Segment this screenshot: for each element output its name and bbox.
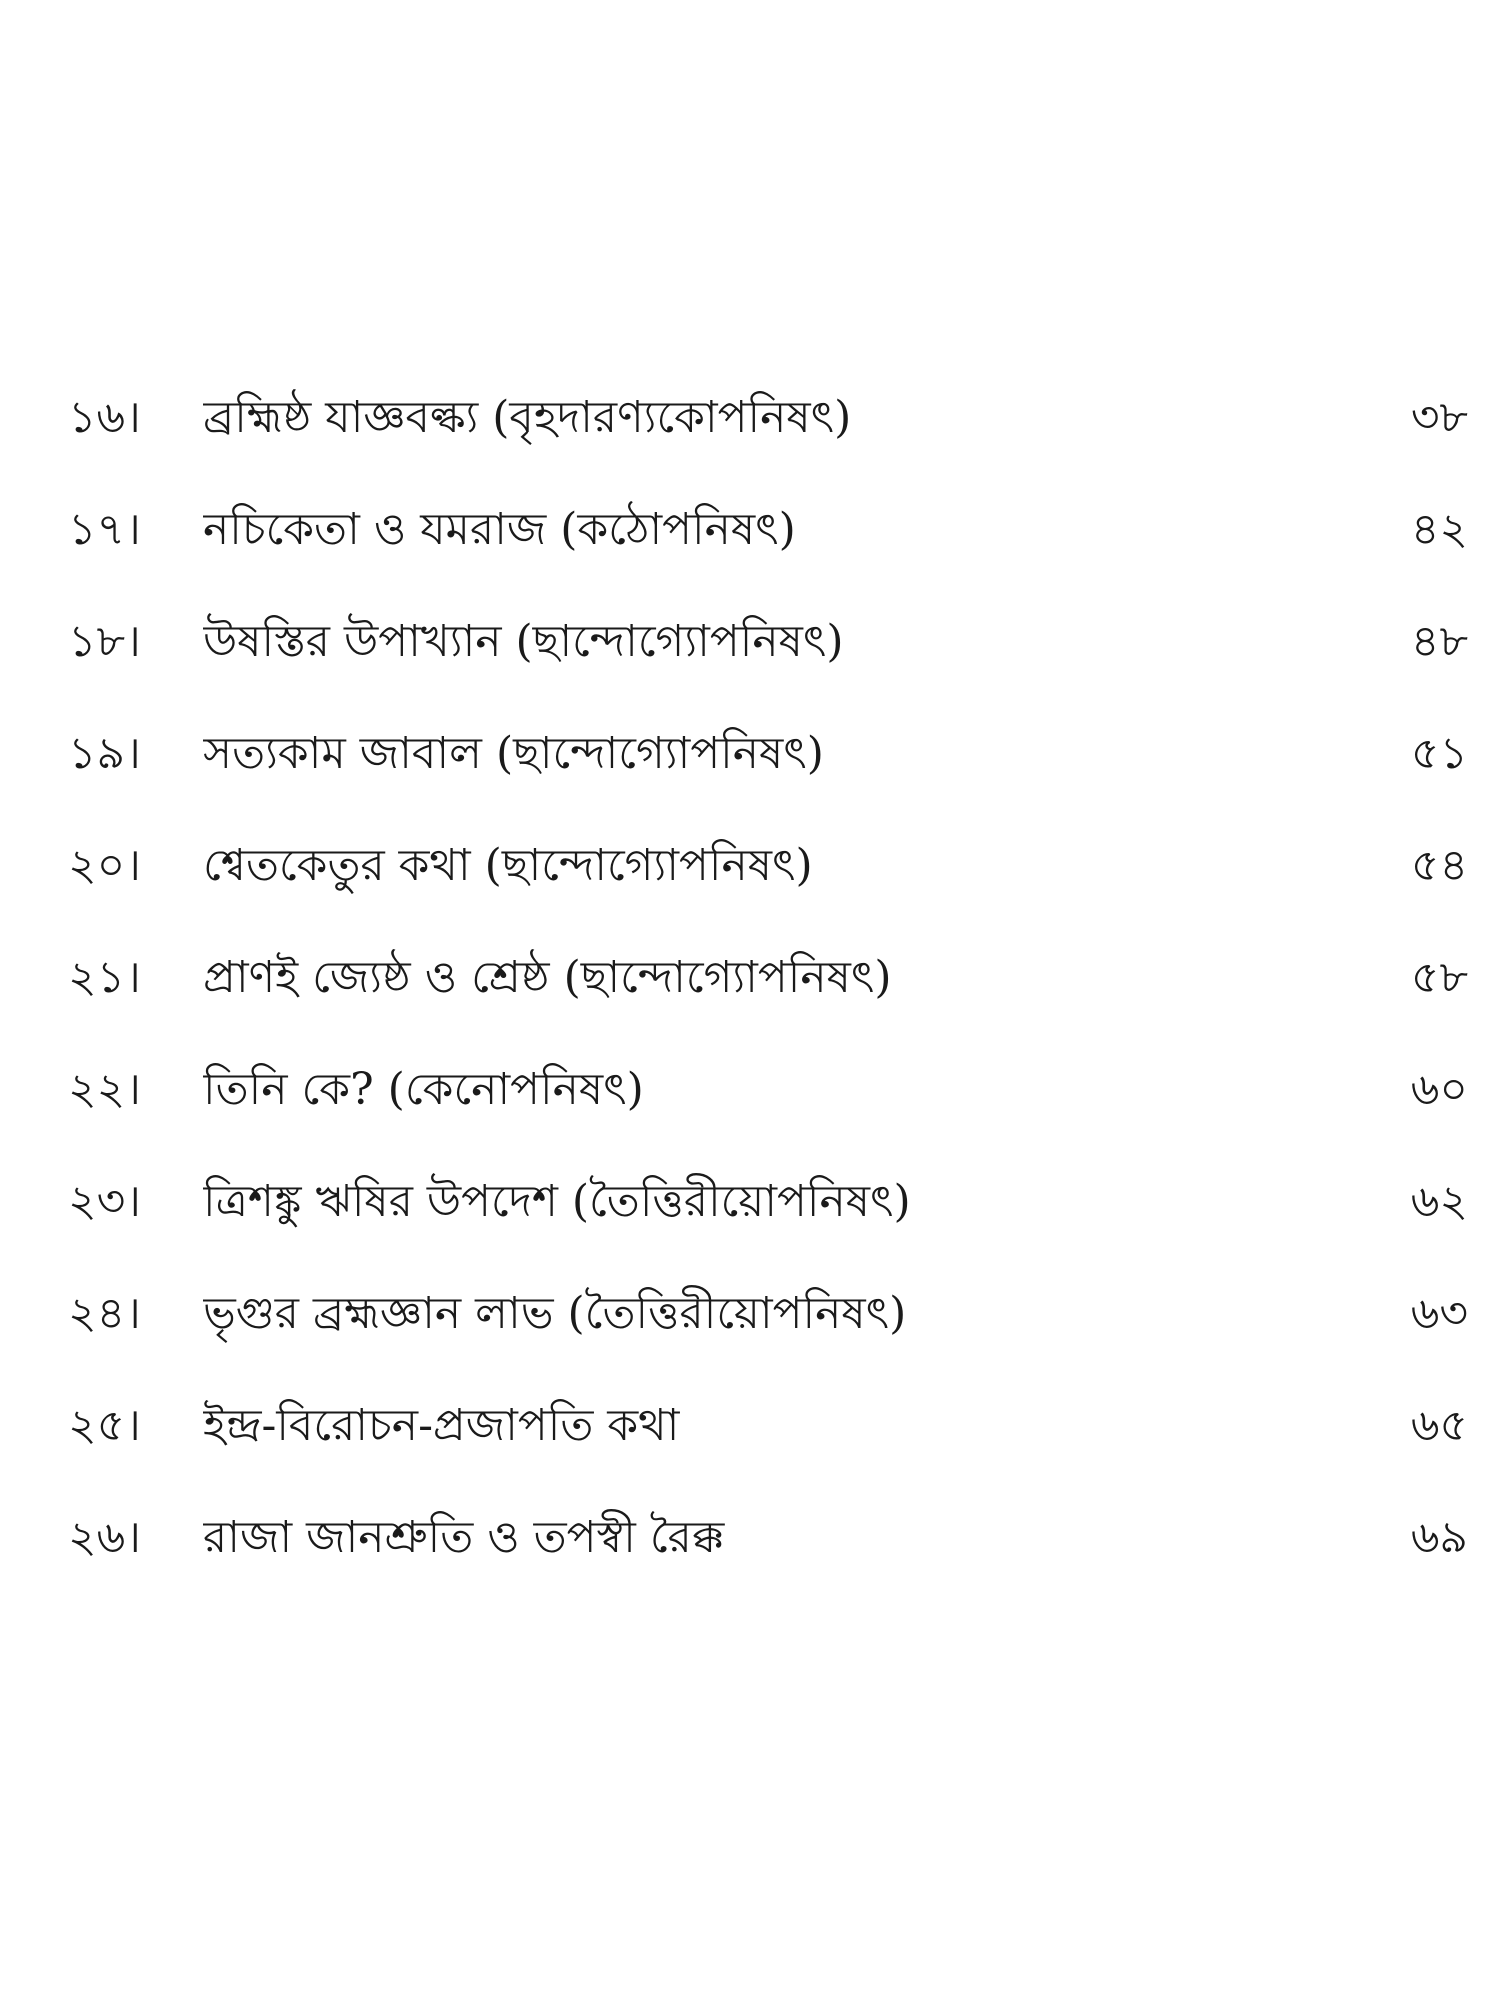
toc-entry [68,1274,1468,1386]
entry-page-number: ৬০ [1410,1064,1468,1115]
toc-entry [68,714,1468,826]
entry-title: তিনি কে? (কেনোপনিষৎ) [203,1064,644,1115]
entry-page-number: ৬৫ [1410,1400,1468,1451]
toc-entry [68,1162,1468,1274]
entry-page-number: ৩৮ [1410,392,1468,443]
toc-entry [68,938,1468,1050]
entry-number: ২৪। [68,1288,141,1339]
toc-entry [68,1050,1468,1162]
entry-title: ত্রিশঙ্কু ঋষির উপদেশ (তৈত্তিরীয়োপনিষৎ) [203,1176,911,1227]
entry-number: ২৩। [68,1176,141,1227]
entry-page-number: ৪২ [1410,504,1468,555]
entry-title: ইন্দ্র-বিরোচন-প্রজাপতি কথা [203,1400,680,1451]
entry-number: ১৮। [68,616,141,667]
entry-number: ১৭। [68,504,141,555]
entry-page-number: ৪৮ [1410,616,1468,667]
entry-page-number: ৬৩ [1410,1288,1468,1339]
entry-page-number: ৫৪ [1410,840,1468,891]
entry-number: ২২। [68,1064,141,1115]
toc-entry [68,826,1468,938]
entry-title: শ্বেতকেতুর কথা (ছান্দোগ্যোপনিষৎ) [203,840,813,891]
entry-title: নচিকেতা ও যমরাজ (কঠোপনিষৎ) [203,504,796,555]
entry-page-number: ৬২ [1410,1176,1468,1227]
entry-number: ১৯। [68,728,141,779]
entry-title: প্রাণই জ্যেষ্ঠ ও শ্রেষ্ঠ (ছান্দোগ্যোপনিষৎ) [203,952,892,1003]
entry-title: ব্রহ্মিষ্ঠ যাজ্ঞবল্ক্য (বৃহদারণ্যকোপনিষৎ) [203,392,852,443]
entry-title: উষস্তির উপাখ্যান (ছান্দোগ্যোপনিষৎ) [203,616,844,667]
entry-number: ১৬। [68,392,141,443]
toc-entry [68,490,1468,602]
toc-entry [68,1386,1468,1498]
entry-number: ২০। [68,840,141,891]
entry-number: ২৬। [68,1512,141,1563]
entry-page-number: ৫৮ [1410,952,1468,1003]
entry-title: ভৃগুর ব্রহ্মজ্ঞান লাভ (তৈত্তিরীয়োপনিষৎ) [203,1288,907,1339]
toc-entry [68,1498,1468,1610]
table-of-contents [68,378,1468,1610]
entry-title: রাজা জানশ্রুতি ও তপস্বী রৈক্ক [203,1512,725,1563]
entry-number: ২১। [68,952,141,1003]
entry-page-number: ৫১ [1410,728,1468,779]
toc-entry [68,378,1468,490]
toc-entry [68,602,1468,714]
entry-number: ২৫। [68,1400,141,1451]
entry-page-number: ৬৯ [1410,1512,1468,1563]
entry-title: সত্যকাম জাবাল (ছান্দোগ্যোপনিষৎ) [203,728,824,779]
